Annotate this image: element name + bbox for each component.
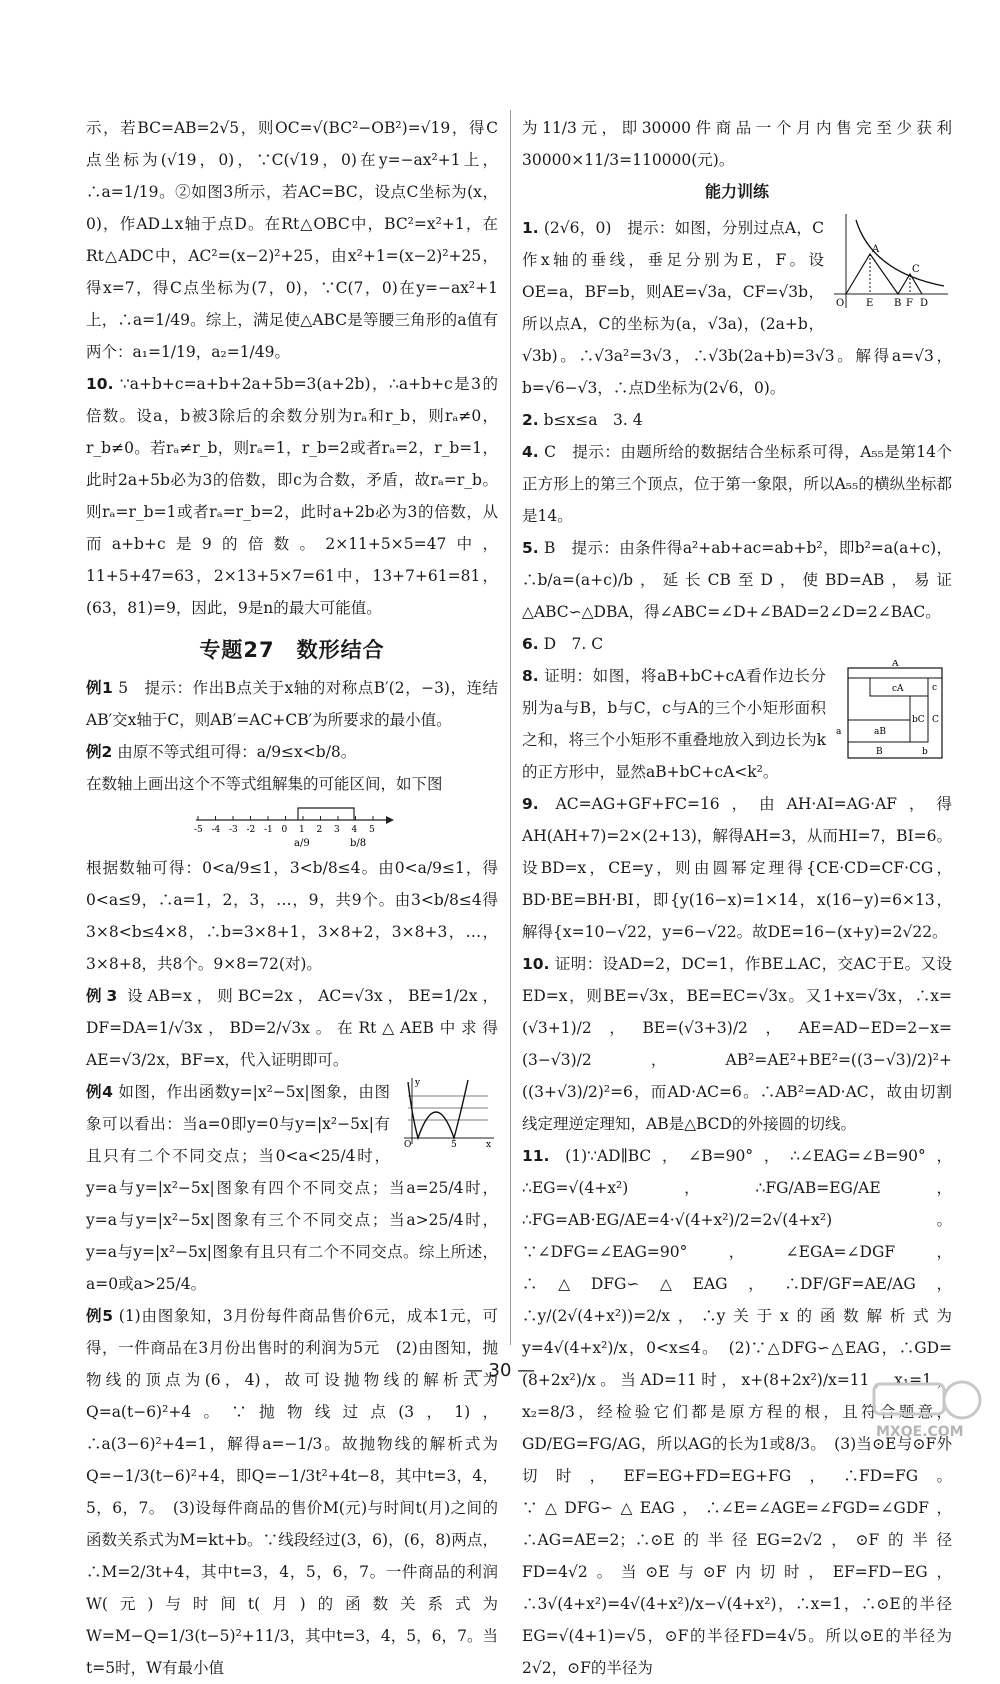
left-column bbox=[86, 112, 498, 1684]
svg-text:O: O bbox=[404, 1140, 412, 1148]
svg-text:E: E bbox=[866, 298, 874, 309]
number-line-tick-label: 0 bbox=[281, 825, 288, 835]
section-title: 专题27 数形结合 bbox=[199, 638, 385, 662]
graph-curve bbox=[408, 1080, 468, 1138]
svg-text:C: C bbox=[932, 715, 939, 725]
example-2-solution: 根据数轴可得：0<a/9≤1，3<b/8≤4。由0<a/9≤1，得0<a≤9，∴a=1，2，3，…，9，共9个。由3<b/8≤4得3×8<b≤4×8，∴b=3×8+1，3×8+2，3×8+3，…，3×8+8，共8个。9×8=72(对)。 bbox=[86, 859, 498, 973]
answer-10 bbox=[522, 948, 952, 1140]
answer-9 bbox=[522, 788, 952, 948]
answer-number: 9. bbox=[522, 795, 539, 813]
answer-4 bbox=[522, 436, 952, 532]
answer-text: C 提示：由题所给的数据结合坐标系可得，A₅₅是第14个正方形上的第三个顶点，位于第一象限，所以A₅₅的横纵坐标都是14。 bbox=[522, 443, 952, 525]
answer-2-3 bbox=[522, 404, 952, 436]
svg-text:bC: bC bbox=[912, 715, 925, 725]
coordinate-figure bbox=[832, 212, 952, 312]
example-5 bbox=[86, 1300, 498, 1684]
svg-text:MXQE.COM: MXQE.COM bbox=[876, 1424, 964, 1440]
number-line-tick-label: -3 bbox=[229, 825, 238, 835]
continued-answer: 为11/3元，即30000件商品一个月内售完至少获利30000×11/3=110000(元)。 bbox=[522, 119, 952, 169]
answer-number: 5. bbox=[522, 539, 539, 557]
example-label: 例4 bbox=[86, 1083, 113, 1101]
answer-6-7 bbox=[522, 628, 952, 660]
interval-bracket bbox=[298, 808, 354, 820]
example-text: 如图，作出函数y=|x²−5x|图象，由图象可以看出：当a=0即y=0与y=|x²−5x|有且只有二个不同交点；当0<a<25/4时，y=a与y=|x²−5x|图象有四个不同交点；当a=25/4时，y=a与y=|x²−5x|图象有三个不同交点；当a>25/4时，y=a与y=|x²−5x|图象有且只有二个不同交点。综上所述，a=0或a>25/4。 bbox=[86, 1083, 498, 1293]
number-line-tick-label: -4 bbox=[211, 825, 221, 835]
answer-text: ∵a+b+c=a+b+2a+5b=3(a+2b)，∴a+b+c是3的倍数。设a，b被3除后的余数分别为rₐ和r_b，则rₐ≠0，r_b≠0。若rₐ≠r_b，则rₐ=1，r_b=2或者rₐ=2，r_b=1，此时2a+5b必为3的倍数，即c为合数，矛盾，故rₐ=r_b。则rₐ=r_b=1或者rₐ=r_b=2，此时a+2b必为3的倍数，从而a+b+c是9的倍数。2×11+5×5=47中，11+5+47=63，2×13+5×7=61中，13+7+61=81，(63，81)=9，因此，9是n的最大可能值。 bbox=[86, 375, 498, 617]
answer-text: (2√6，0) 提示：如图，分别过点A，C作x轴的垂线，垂足分别为E，F。设OE=a，BF=b，则AE=√3a，CF=√3b，所以点A，C的坐标为(a，√3a)，(2a+b，√3b)。∴√3a²=3√3，∴√3b(2a+b)=3√3。解得a=√3，b=√6−√3，∴点D坐标为(2√6，0)。 bbox=[522, 219, 952, 397]
example-text: 设AB=x，则BC=2x，AC=√3x，BE=1/2x，DF=DA=1/√3x，BD=2/√3x。在Rt△AEB中求得AE=√3/2x，BF=x，代入证明即可。 bbox=[86, 987, 498, 1069]
answer-text: b≤x≤a 3. 4 bbox=[543, 411, 643, 429]
answer-text: B 提示：由条件得a²+ab+ac=ab+b²，即b²=a(a+c)，∴b/a=(a+c)/b，延长CB至D，使BD=AB，易证△ABC∽△DBA，得∠ABC=∠D+∠BAD=2∠D=2∠BAC。 bbox=[522, 539, 952, 621]
svg-text:D: D bbox=[920, 298, 929, 309]
number-line-tick-label: 2 bbox=[316, 825, 323, 835]
example-label: 例2 bbox=[86, 743, 113, 761]
svg-text:cA: cA bbox=[892, 684, 904, 694]
site-watermark-logo bbox=[866, 1376, 986, 1442]
answer-text: D 7. C bbox=[543, 635, 604, 653]
example-4 bbox=[86, 1076, 498, 1300]
subsection-title: 能力训练 bbox=[704, 182, 769, 201]
answer-1 bbox=[522, 212, 952, 404]
answer-5 bbox=[522, 532, 952, 628]
answer-number: 4. bbox=[522, 443, 539, 461]
answer-number: 1. bbox=[522, 219, 539, 237]
example-label: 例3 bbox=[86, 987, 118, 1005]
answer-number: 10. bbox=[86, 375, 114, 393]
right-column bbox=[522, 112, 952, 1684]
number-line-figure bbox=[86, 804, 498, 848]
answer-text: 证明：如图，将aB+bC+cA看作边长分别为a与B，b与C，c与A的三个小矩形面积之和，将三个小矩形不重叠地放入到边长为k的正方形中，显然aB+bC+cA<k²。 bbox=[522, 667, 826, 781]
example-3 bbox=[86, 980, 498, 1076]
svg-text:b: b bbox=[922, 747, 928, 757]
example-label: 例5 bbox=[86, 1307, 114, 1325]
svg-text:B: B bbox=[876, 747, 883, 757]
svg-text:y: y bbox=[415, 1078, 421, 1088]
answer-text: 证明：设AD=2，DC=1，作BE⊥AC，交AC于E。又设ED=x，则BE=√3x，BE=EC=√3x。又1+x=√3x，∴x=(√3+1)/2，BE=(√3+3)/2，AE=AD−ED=2−x=(3−√3)/2，AB²=AE²+BE²=((3−√3)/2)²+((3+√3)/2)²=6，而AD·AC=6。∴AB²=AD·AC，故由切割线定理逆定理知，AB是△BCD的外接圆的切线。 bbox=[522, 955, 952, 1133]
number-line-tick-label: -1 bbox=[264, 825, 273, 835]
arrow-icon bbox=[386, 816, 394, 824]
example-text: 5 提示：作出B点关于x轴的对称点B′(2，−3)，连结AB′交x轴于C，则AB′=AC+CB′为所要求的最小值。 bbox=[86, 679, 498, 729]
svg-text:aB: aB bbox=[874, 727, 886, 737]
number-line-tick-label: -2 bbox=[246, 825, 256, 835]
example-label: 例1 bbox=[86, 679, 113, 697]
svg-text:c: c bbox=[932, 683, 938, 693]
svg-text:C: C bbox=[912, 264, 920, 275]
answer-number: 2. bbox=[522, 411, 539, 429]
label-a-over-9: a/9 bbox=[294, 838, 310, 848]
abs-parabola-graph bbox=[398, 1076, 498, 1148]
example-1 bbox=[86, 672, 498, 736]
rectangles-figure bbox=[834, 660, 952, 768]
triangle-lines bbox=[846, 254, 922, 294]
number-line-tick-label: -5 bbox=[194, 825, 203, 835]
answer-number: 10. bbox=[522, 955, 550, 973]
answer-10 bbox=[86, 368, 498, 624]
example-text: (1)由图象知，3月份每件商品售价6元，成本1元，可得，一件商品在3月份出售时的利润为5元 (2)由图知，抛物线的顶点为(6，4)，故可设抛物线的解析式为Q=a(t−6)²+4。∵抛物线过点(3，1)，∴a(3−6)²+4=1，解得a=−1/3。故抛物线的解析式为Q=−1/3(t−6)²+4，即Q=−1/3t²+4t−8，其中t=3，4，5，6，7。 (3)设每件商品的售价M(元)与时间t(月)之间的函数关系式为M=kt+b。∵线段经过(3，6)，(6，8)两点，∴M=2/3t+4，其中t=3，4，5，6，7。一件商品的利润W(元)与时间t(月)的函数关系式为W=M−Q=1/3(t−5)²+11/3，其中t=3，4，5，6，7。当t=5时，W有最小值 bbox=[86, 1307, 498, 1677]
svg-text:O: O bbox=[836, 298, 845, 309]
page-number: — 30 — bbox=[464, 1360, 536, 1381]
number-line-tick-label: 4 bbox=[351, 825, 358, 835]
svg-text:F: F bbox=[906, 298, 913, 309]
svg-text:5: 5 bbox=[451, 1140, 457, 1148]
column-divider bbox=[510, 110, 511, 1345]
svg-text:A: A bbox=[872, 244, 880, 255]
hyperbola-curve bbox=[856, 220, 944, 286]
number-line-tick-label: 1 bbox=[299, 825, 305, 835]
answer-8 bbox=[522, 660, 952, 788]
answer-number: 6. bbox=[522, 635, 539, 653]
answer-number: 8. bbox=[522, 667, 539, 685]
svg-text:a: a bbox=[836, 727, 842, 737]
answer-text: AC=AG+GF+FC=16，由AH·AI=AG·AF，得AH(AH+7)=2×(2+13)，解得AH=3，从而HI=7，BI=6。设BD=x，CE=y，则由圆幂定理得{CE·CD=CF·CG，BD·BE=BH·BI，即{y(16−x)=1×14，x(16−y)=6×13，解得{x=10−√22，y=6−√22。故DE=16−(x+y)=2√22。 bbox=[522, 795, 952, 941]
continued-answer: 示，若BC=AB=2√5，则OC=√(BC²−OB²)=√19，得C点坐标为(√19，0)，∵C(√19，0)在y=−ax²+1上，∴a=1/19。②如图3所示，若AC=BC，设点C坐标为(x，0)，作AD⊥x轴于点D。在Rt△OBC中，BC²=x²+1，在Rt△ADC中，AC²=(x−2)²+25，由x²+1=(x−2)²+25，得x=7，得C点坐标为(7，0)，∵C(7，0)在y=−ax²+1上，∴a=1/49。综上，满足使△ABC是等腰三角形的a值有两个：a₁=1/19，a₂=1/49。 bbox=[86, 119, 498, 361]
label-b-over-8: b/8 bbox=[350, 838, 367, 848]
svg-text:A: A bbox=[892, 660, 899, 669]
svg-text:B: B bbox=[894, 298, 902, 309]
answer-text: (1)∵AD∥BC，∠B=90°，∴∠EAG=∠B=90°，∴EG=√(4+x²)，∴FG/AB=EG/AE，∴FG=AB·EG/AE=4·√(4+x²)/2=2√(4+x²)。∵∠DFG=∠EAG=90°，∠EGA=∠DGF，∴△DFG∽△EAG，∴DF/GF=AE/AG，∴y/(2√(4+x²))=2/x，∴y关于x的函数解析式为y=4√(4+x²)/x，0<x≤4。 (2)∵△DFG∽△EAG，∴GD=(8+2x²)/x。当AD=11时，x+(8+2x²)/x=11，x₁=1，x₂=8/3，经检验它们都是原方程的根，且符合题意，GD/EG=FG/AG，所以AG的长为1或8/3。 (3)当⊙E与⊙F外切时，EF=EG+FD=EG+FG，∴FD=FG。∵△DFG∽△EAG，∴∠E=∠AGE=∠FGD=∠GDF，∴AG=AE=2；∴⊙E的半径EG=2√2，⊙F的半径FD=4√2。当⊙E与⊙F内切时，EF=FD−EG，∴3√(4+x²)=4√(4+x²)/x−√(4+x²)，∴x=1，∴⊙E的半径EG=√(4+1)=√5，⊙F的半径FD=4√5。所以⊙E的半径为2√2，⊙F的半径为 bbox=[522, 1147, 952, 1677]
example-2-line2: 在数轴上画出这个不等式组解集的可能区间，如下图 bbox=[86, 775, 443, 793]
number-line-tick-label: 3 bbox=[334, 825, 340, 835]
svg-text:x: x bbox=[486, 1140, 492, 1148]
example-2 bbox=[86, 736, 498, 768]
example-text: 由原不等式组可得：a/9≤x<b/8。 bbox=[117, 743, 357, 761]
answer-number: 11. bbox=[522, 1147, 550, 1165]
number-line-tick-label: 5 bbox=[369, 825, 375, 835]
